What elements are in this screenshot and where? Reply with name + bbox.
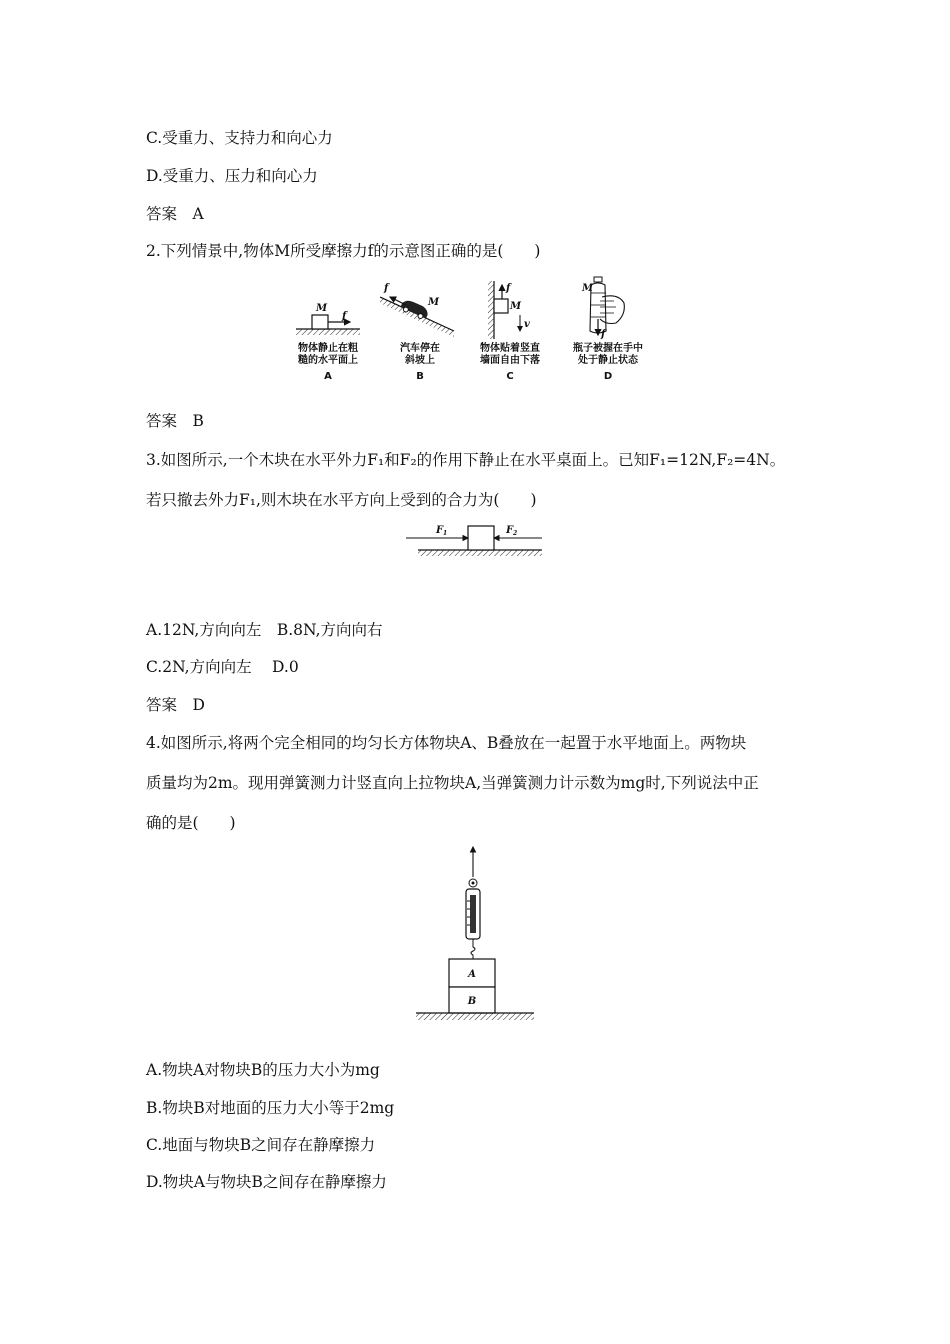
panel-d-caption-2: 处于静止状态	[578, 355, 638, 366]
q4-option-c: C.地面与物块B之间存在静摩擦力	[146, 1136, 376, 1154]
panel-c-caption-2: 墙面自由下落	[480, 355, 540, 366]
f2-label: F	[506, 525, 514, 536]
panel-b-caption-1: 汽车停在	[400, 343, 440, 354]
panel-c-letter: C	[506, 371, 514, 382]
panel-a-letter: A	[324, 371, 332, 382]
panel-d-mass: M	[582, 283, 594, 294]
q4-stem-line-3: 确的是( )	[146, 814, 236, 832]
q1-option-c: C.受重力、支持力和向心力	[146, 129, 333, 147]
panel-c-force: f	[506, 283, 511, 294]
q2-stem: 2.下列情景中,物体M所受摩擦力f的示意图正确的是( )	[146, 242, 541, 260]
panel-b-force: f	[384, 283, 389, 294]
block-a-label: A	[468, 969, 476, 980]
panel-d-force: f	[601, 329, 606, 340]
panel-c	[480, 281, 540, 382]
f2-sub: 2	[513, 530, 518, 537]
panel-d	[573, 277, 643, 382]
q2-answer: 答案 B	[146, 412, 204, 430]
panel-a-force: f	[342, 311, 347, 322]
q3-figure	[404, 516, 546, 562]
q4-option-d: D.物块A与物块B之间存在静摩擦力	[146, 1173, 387, 1191]
panel-c-caption-1: 物体贴着竖直	[480, 343, 540, 354]
f1-sub: 1	[443, 530, 448, 537]
panel-a-mass: M	[316, 303, 328, 314]
q1-answer: 答案 A	[146, 205, 204, 223]
q3-answer: 答案 D	[146, 696, 205, 714]
panel-a	[296, 303, 360, 382]
q4-option-b: B.物块B对地面的压力大小等于2mg	[146, 1099, 395, 1117]
panel-c-mass: M	[510, 301, 522, 312]
q4-stem-line-2: 质量均为2m。现用弹簧测力计竖直向上拉物块A,当弹簧测力计示数为mg时,下列说法中正	[146, 774, 759, 792]
panel-b-caption-2: 斜坡上	[405, 355, 435, 366]
q3-options-line-1: A.12N,方向向左 B.8N,方向向右	[146, 621, 383, 639]
block-b-label: B	[467, 996, 477, 1007]
panel-a-caption-2: 糙的水平面上	[298, 355, 358, 366]
q4-figure	[414, 843, 536, 1025]
q1-option-d: D.受重力、压力和向心力	[146, 167, 318, 185]
panel-d-caption-1: 瓶子被握在手中	[573, 343, 643, 354]
panel-b-mass: M	[428, 297, 440, 308]
q3-options-line-2: C.2N,方向向左 D.0	[146, 658, 299, 676]
f1-label: F	[436, 525, 444, 536]
panel-b-letter: B	[416, 371, 424, 382]
panel-a-caption-1: 物体静止在粗	[298, 343, 358, 354]
panel-b	[380, 283, 454, 382]
q4-stem-line-1: 4.如图所示,将两个完全相同的均匀长方体物块A、B叠放在一起置于水平地面上。两物块	[146, 734, 747, 752]
q2-figure	[288, 275, 658, 385]
q4-option-a: A.物块A对物块B的压力大小为mg	[146, 1061, 380, 1079]
panel-c-velocity: v	[524, 319, 530, 330]
panel-d-letter: D	[603, 371, 613, 382]
q3-stem-line-1: 3.如图所示,一个木块在水平外力F₁和F₂的作用下静止在水平桌面上。已知F₁=12N,F₂=4N。	[146, 451, 786, 469]
q3-stem-line-2: 若只撤去外力F₁,则木块在水平方向上受到的合力为( )	[146, 491, 537, 509]
